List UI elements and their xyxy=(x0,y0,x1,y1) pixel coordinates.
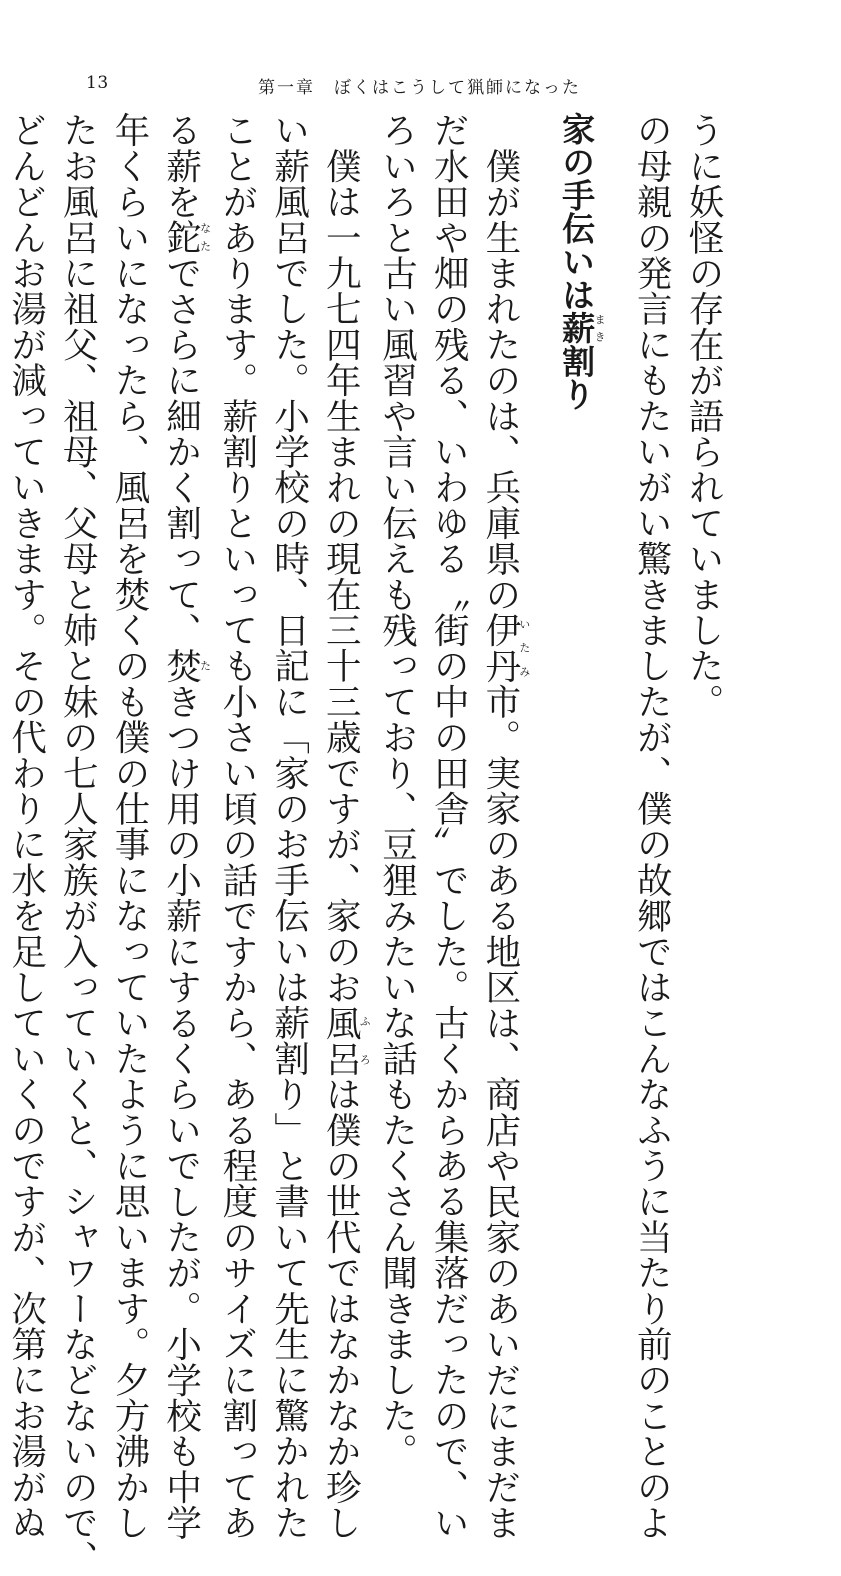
section-heading xyxy=(550,112,605,1162)
text-line: うに妖怪の存在が語られていました。 xyxy=(683,112,724,719)
text-line: 年くらいになったら、風呂を焚くのも僕の仕事になっていたように思います。夕方沸かし xyxy=(108,112,150,1540)
furigana: 焚た xyxy=(160,647,212,684)
text-line: たお風呂に祖父、祖母、父母と姉と妹の七人家族が入っていくと、シャワーなどないので、 xyxy=(57,112,99,1576)
text-line: い薪風呂でした。小学校の時、日記に「家のお手伝いは薪割り」と書いて先生に驚かれた xyxy=(268,112,310,1540)
text-line: だ水田や畑の残る、いわゆる〝街の中の田舎〟でした。古くからある集落だったので、い xyxy=(428,112,470,1540)
text-line: 僕は一九七四年生まれの現在三十三歳ですが、家のお風呂ふろは僕の世代ではなかなか珍し xyxy=(320,112,372,1541)
text-line: る薪を鉈なたでさらに細かく割って、焚たきつけ用の小薪にするくらいでしたが。小学校も中学 xyxy=(160,112,212,1541)
text-line: の母親の発言にもたいがい驚きましたが、僕の故郷ではこんなふうに当たり前のことのよ xyxy=(631,112,673,1540)
text-line: どんどんお湯が減っていきます。その代わりに水を足していくのですが、次第にお湯がぬ xyxy=(5,112,47,1540)
running-head-title: 第一章 ぼくはこうして猟師になった xyxy=(258,78,581,98)
text-line: ろいろと古い風習や言い伝えも残っており、豆狸みたいな話もたくさん聞きました。 xyxy=(376,112,418,1469)
furigana: 伊丹いたみ xyxy=(479,611,531,684)
text-line: 僕が生まれたのは、兵庫県の伊丹いたみ市。実家のある地区は、商店や民家のあいだにまだま xyxy=(479,112,531,1541)
furigana: 鉈なた xyxy=(160,219,212,255)
page-number: 13 xyxy=(86,73,109,93)
furigana: 風呂ふろ xyxy=(320,1004,372,1076)
text-line: ことがあります。薪割りといっても小さい頃の話ですから、ある程度のサイズに割ってあ xyxy=(216,112,258,1540)
furigana: 薪まき xyxy=(557,311,607,345)
section-heading-text: 割り xyxy=(557,344,597,411)
body-text xyxy=(0,112,729,1576)
section-heading-text: 家の手伝いは xyxy=(557,112,597,312)
